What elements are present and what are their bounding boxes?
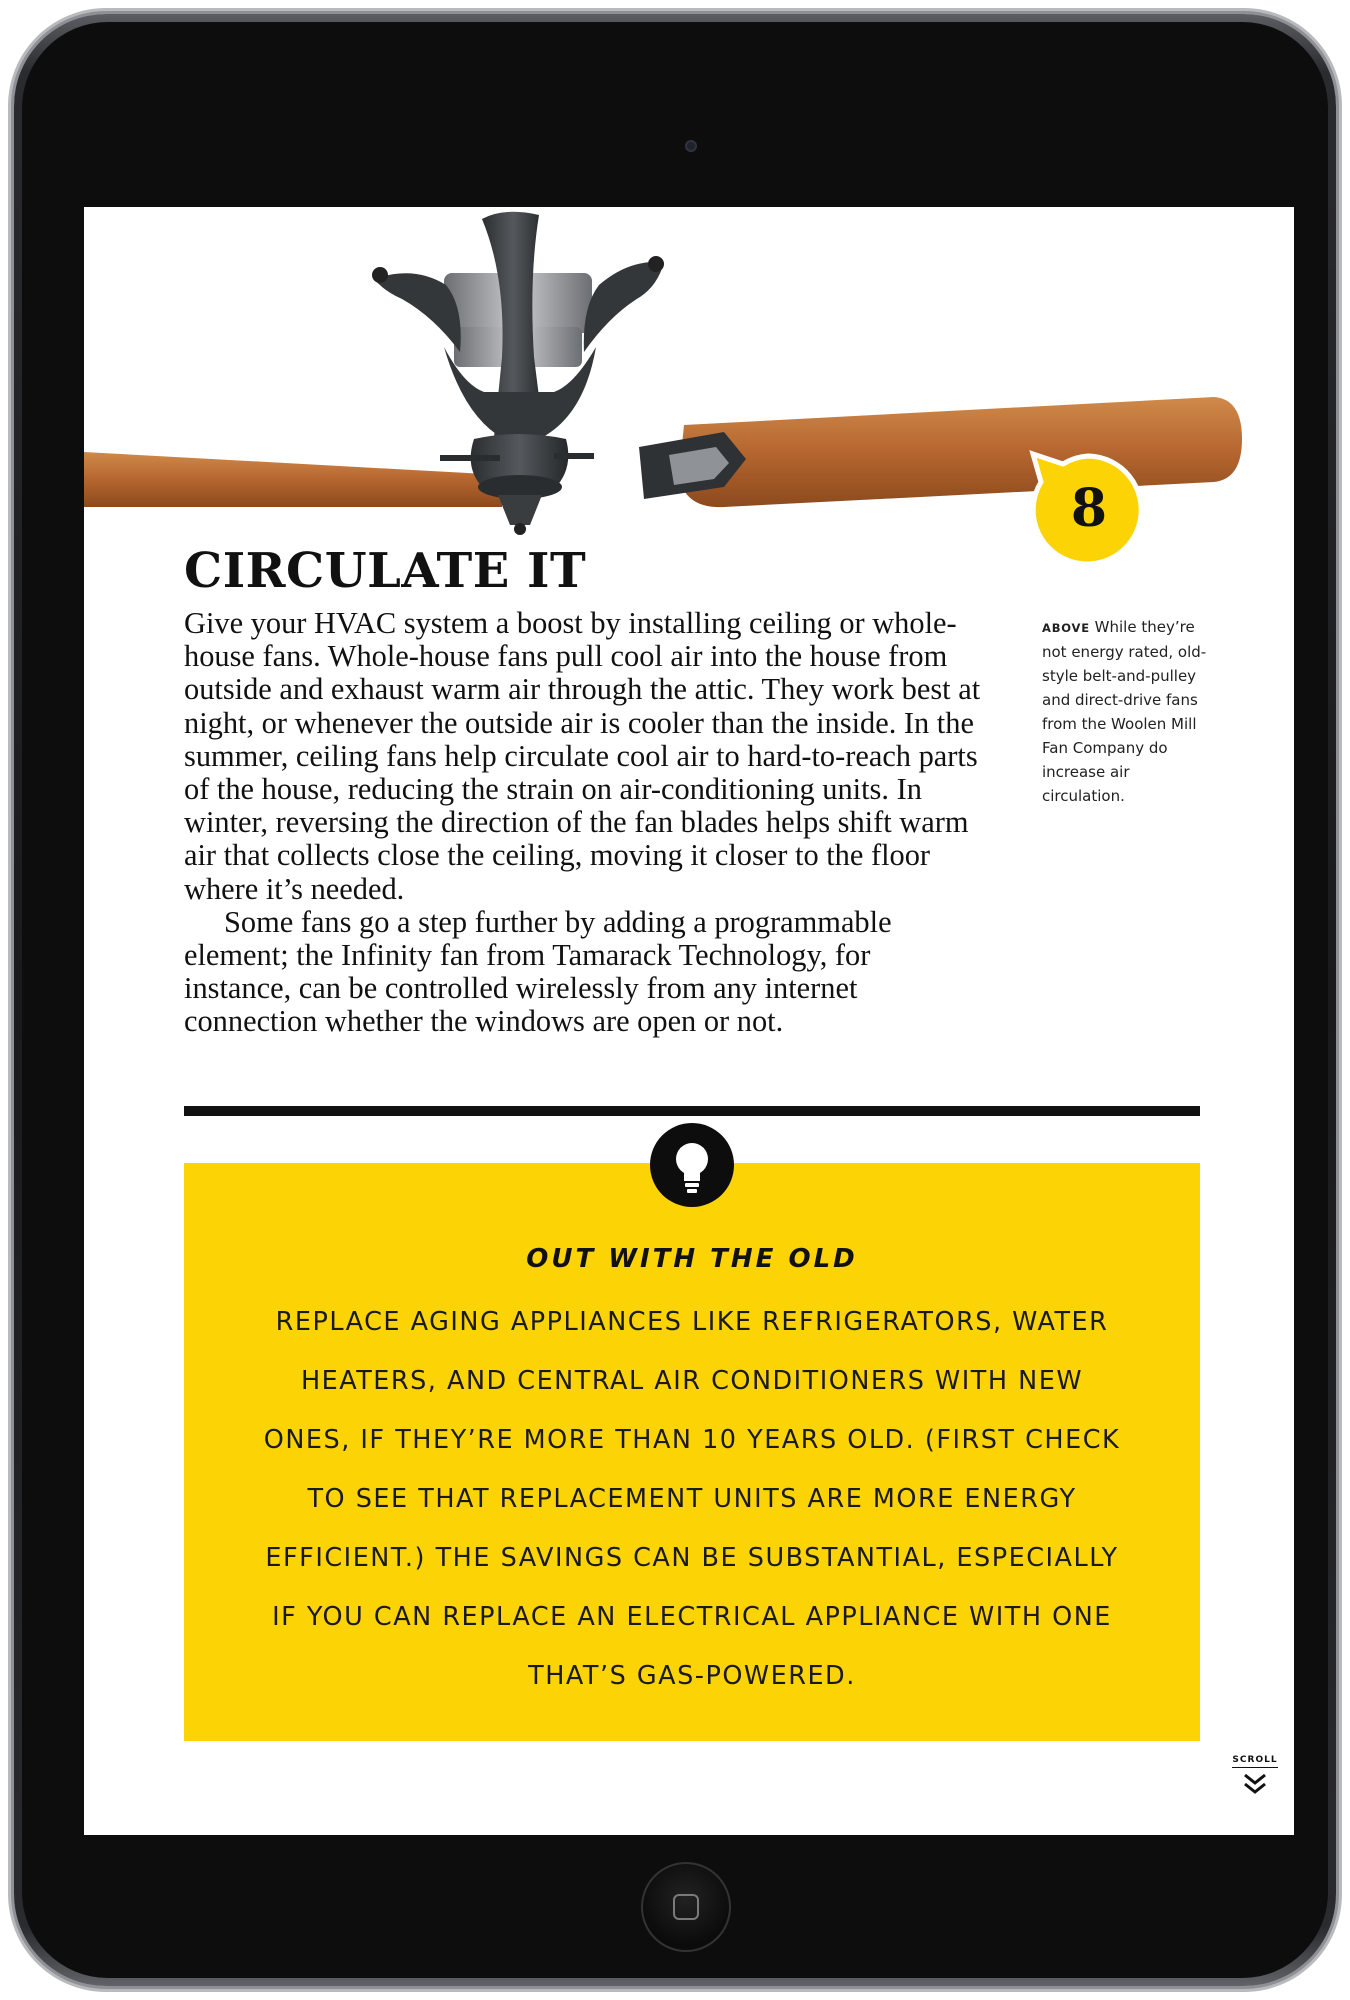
- article-title: CIRCULATE IT: [184, 543, 587, 599]
- caption-lead: ABOVE: [1042, 621, 1090, 635]
- double-chevron-down-icon: [1242, 1772, 1268, 1796]
- article-number: 8: [1070, 478, 1108, 539]
- tip-box: [184, 1163, 1200, 1741]
- tip-text: REPLACE AGING APPLIANCES LIKE REFRIGERATORS, WATER HEATERS, AND CENTRAL AIR CONDITIONERS WITH NEW ONES, IF THEY’RE MORE THAN 10 YEARS OLD. (FIRST CHECK TO SEE THAT REPLACEMENT UNITS ARE MORE ENERGY EFFICIENT.) THE SAVINGS CAN BE SUBSTANTIAL, ESPECIALLY IF YOU CAN REPLACE AN ELECTRICAL APPLIANCE WITH ONE THAT’S GAS-POWERED.: [263, 1307, 1121, 1691]
- photo-caption: [1042, 615, 1217, 808]
- scroll-indicator[interactable]: [1230, 1747, 1280, 1796]
- caption-text: While they’re not energy rated, old-style belt-and-pulley and direct-drive fans from the Woolen Mill Fan Company do increase air circulation.: [1042, 618, 1207, 805]
- article-body: [184, 607, 984, 1039]
- lightbulb-icon: [650, 1123, 734, 1207]
- article-paragraph-2: Some fans go a step further by adding a programmable element; the Infinity fan from Tamarack Technology, for instance, can be controlled wirelessly from any internet connection whether the windows are open or not.: [184, 904, 892, 1039]
- scroll-label: SCROLL: [1232, 1755, 1277, 1768]
- screen[interactable]: [84, 207, 1294, 1835]
- section-divider: [184, 1106, 1200, 1116]
- home-button[interactable]: [641, 1862, 731, 1952]
- front-camera: [685, 140, 697, 152]
- home-square-icon: [673, 1894, 699, 1920]
- tablet-device: [14, 14, 1336, 1986]
- tip-title: OUT WITH THE OLD: [526, 1244, 858, 1274]
- article-paragraph-1: Give your HVAC system a boost by installing ceiling or whole-house fans. Whole-house fans pull cool air into the house from outside and exhaust warm air through the attic. They work best at night, or whenever the outside air is cooler than the inside. In the summer, ceiling fans help circulate cool air to hard-to-reach parts of the house, reducing the strain on air-conditioning units. In winter, reversing the direction of the fan blades helps shift warm air that collects close the ceiling, moving it closer to the floor where it’s needed.: [184, 606, 981, 906]
